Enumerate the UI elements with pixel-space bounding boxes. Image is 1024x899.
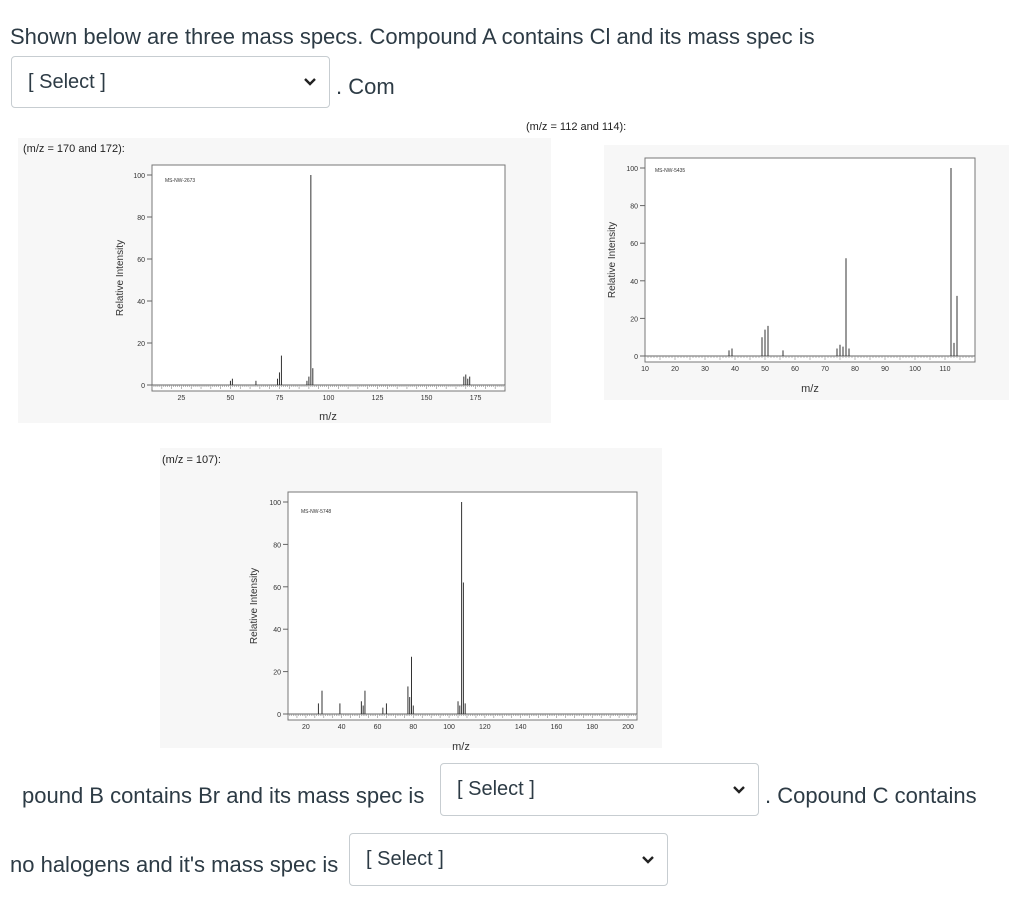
y-axis-label: Relative Intensity bbox=[115, 239, 126, 317]
x-tick-label: 75 bbox=[275, 395, 284, 402]
y-tick-label: 20 bbox=[630, 316, 638, 324]
plot-frame bbox=[645, 158, 975, 362]
chevron-down-icon bbox=[303, 77, 317, 87]
x-tick-label: 20 bbox=[671, 366, 679, 373]
y-tick-label: 40 bbox=[630, 278, 638, 286]
select-value: [ Select ] bbox=[366, 848, 444, 870]
chevron-down-icon bbox=[641, 855, 655, 865]
spectrum-id-label: MS-NW-5435 bbox=[655, 168, 686, 174]
y-tick-label: 100 bbox=[269, 500, 281, 507]
x-tick-label: 80 bbox=[409, 724, 418, 731]
y-tick-label: 0 bbox=[634, 354, 638, 361]
y-tick-label: 60 bbox=[630, 241, 638, 249]
plot-frame bbox=[288, 492, 637, 720]
spectrum-id-label: MS-NW-5748 bbox=[301, 509, 332, 515]
chart-3-caption: (m/z = 107): bbox=[162, 454, 221, 466]
y-tick-label: 40 bbox=[273, 627, 281, 635]
mass-spectrum-2 bbox=[605, 152, 985, 397]
y-tick-label: 100 bbox=[133, 173, 145, 180]
x-tick-label: 200 bbox=[622, 724, 634, 731]
x-tick-label: 100 bbox=[322, 395, 335, 402]
y-tick-label: 80 bbox=[137, 215, 145, 222]
question-text-after-select2: . Copound C contains bbox=[765, 783, 977, 808]
x-tick-label: 20 bbox=[301, 724, 310, 731]
mass-spectrum-3 bbox=[245, 488, 655, 753]
chart-1-caption: (m/z = 170 and 172): bbox=[23, 143, 125, 155]
compound-b-select[interactable] bbox=[440, 763, 759, 816]
question-text-after-select1: . Com bbox=[336, 74, 395, 99]
x-tick-label: 150 bbox=[420, 395, 433, 402]
spectrum-id-label: MS-NW-2673 bbox=[165, 178, 196, 184]
x-tick-label: 10 bbox=[641, 366, 649, 373]
x-tick-label: 60 bbox=[791, 366, 799, 373]
y-tick-label: 100 bbox=[626, 166, 638, 173]
question-text-line1: Shown below are three mass specs. Compound A contains Cl and its mass spec is bbox=[10, 24, 815, 49]
y-tick-label: 0 bbox=[277, 712, 281, 719]
select-value: [ Select ] bbox=[28, 70, 106, 93]
x-tick-label: 180 bbox=[586, 724, 599, 731]
y-tick-label: 0 bbox=[141, 383, 145, 390]
x-axis-label: m/z bbox=[452, 741, 470, 753]
y-tick-label: 20 bbox=[137, 341, 145, 348]
x-tick-label: 40 bbox=[337, 724, 346, 731]
x-tick-label: 50 bbox=[226, 395, 235, 402]
x-tick-label: 70 bbox=[821, 366, 829, 373]
question-text-line4: no halogens and it's mass spec is bbox=[10, 852, 339, 877]
x-tick-label: 80 bbox=[851, 366, 859, 373]
compound-a-select[interactable] bbox=[11, 56, 330, 108]
mass-spectrum-1 bbox=[105, 160, 525, 425]
x-tick-label: 40 bbox=[731, 366, 739, 373]
x-tick-label: 175 bbox=[469, 395, 482, 402]
x-tick-label: 110 bbox=[939, 366, 951, 373]
y-tick-label: 60 bbox=[137, 257, 145, 264]
x-tick-label: 120 bbox=[479, 724, 491, 731]
x-tick-label: 90 bbox=[881, 366, 889, 373]
x-tick-label: 125 bbox=[371, 395, 384, 402]
x-tick-label: 60 bbox=[373, 724, 382, 731]
chart-2-caption: (m/z = 112 and 114): bbox=[526, 121, 627, 133]
y-tick-label: 80 bbox=[273, 542, 281, 550]
x-tick-label: 140 bbox=[514, 724, 527, 731]
x-axis-label: m/z bbox=[801, 383, 819, 395]
x-tick-label: 100 bbox=[443, 724, 455, 731]
compound-c-select[interactable] bbox=[349, 833, 668, 886]
x-tick-label: 25 bbox=[177, 395, 186, 402]
x-tick-label: 30 bbox=[701, 366, 709, 373]
x-tick-label: 160 bbox=[550, 724, 563, 731]
y-tick-label: 80 bbox=[630, 203, 638, 211]
x-axis-label: m/z bbox=[319, 411, 337, 423]
y-tick-label: 60 bbox=[273, 584, 281, 592]
select-value: [ Select ] bbox=[457, 778, 535, 800]
x-tick-label: 100 bbox=[909, 366, 921, 373]
plot-frame bbox=[152, 165, 505, 391]
x-tick-label: 50 bbox=[761, 366, 769, 373]
chevron-down-icon bbox=[732, 785, 746, 795]
y-tick-label: 40 bbox=[137, 299, 145, 306]
y-axis-label: Relative Intensity bbox=[249, 567, 260, 645]
y-tick-label: 20 bbox=[273, 669, 281, 677]
y-axis-label: Relative Intensity bbox=[607, 221, 618, 299]
question-text-line3: pound B contains Br and its mass spec is bbox=[22, 783, 425, 808]
